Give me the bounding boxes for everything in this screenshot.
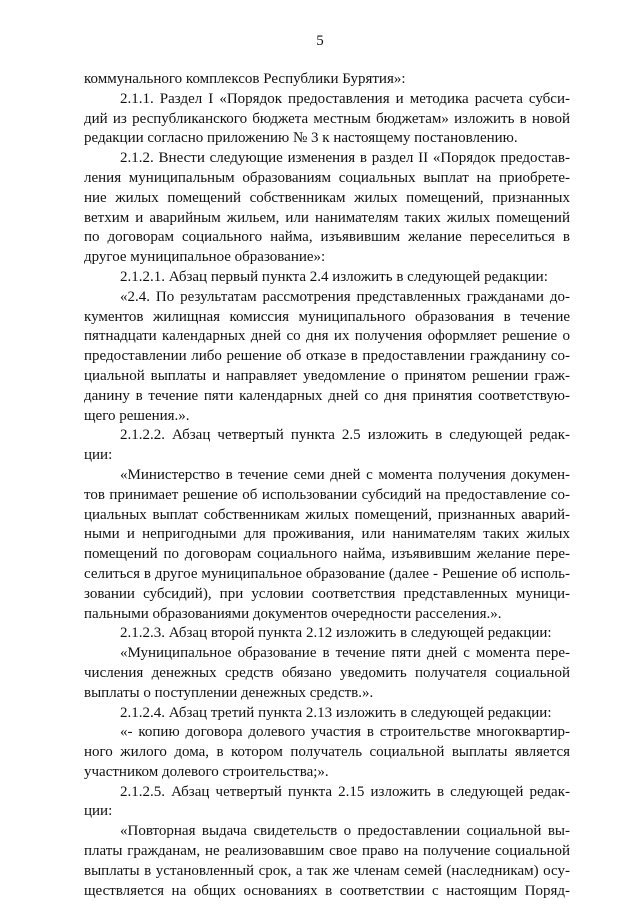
text-line: ции: — [84, 447, 113, 464]
text-line: «Повторная выдача свидетельств о предоставлении социальной вы- — [120, 823, 570, 840]
text-line: 2.1.2.5. Абзац четвертый пункта 2.15 изложить в следующей редак- — [120, 783, 570, 800]
text-line: данину в течение пяти календарных дней со дня принятия соответствую- — [84, 387, 570, 404]
text-line: другое муниципальное образование»: — [84, 249, 326, 266]
text-line: ществляется на общих основаниях в соответствии с настоящим Поряд- — [84, 882, 570, 899]
text-line: ления муниципальным образованиям социальных выплат на приобрете- — [84, 169, 570, 186]
text-line: ными и непригодными для проживания, или нанимателям таких жилых — [84, 526, 570, 543]
text-line: «2.4. По результатам рассмотрения представленных гражданами до- — [120, 288, 570, 305]
text-line: щего решения.». — [84, 407, 190, 424]
text-line: 2.1.1. Раздел I «Порядок предоставления и методика расчета субси- — [120, 90, 570, 107]
text-line: платы гражданам, не реализовавшим свое право на получение социальной — [84, 843, 570, 860]
text-line: числения денежных средств обязано уведомить получателя социальной — [84, 664, 570, 681]
text-line: ветхим и аварийным жильем, или нанимателям таких жилых помещений — [84, 209, 570, 226]
text-line: по договорам социального найма, изъявившим желание переселиться в — [84, 229, 570, 246]
page-number: 5 — [316, 33, 324, 49]
document-body — [84, 70, 570, 901]
text-line: коммунального комплексов Республики Бурятия»: — [84, 71, 406, 87]
text-line: предоставлении либо решение об отказе в предоставлении гражданину со- — [84, 348, 570, 365]
text-line: тов принимает решение об использовании субсидий на предоставление со- — [84, 486, 570, 503]
text-line: циальных выплат собственникам жилых помещений, признанных аварий- — [84, 506, 570, 523]
text-line: «Министерство в течение семи дней с момента получения докумен- — [120, 466, 570, 483]
text-line: циальной выплаты и направляет уведомление о принятом решении граж- — [84, 367, 570, 384]
text-line: 2.1.2.4. Абзац третий пункта 2.13 изложить в следующей редакции: — [120, 704, 552, 721]
text-line: ние жилых помещений собственникам жилых помещений, признанных — [84, 189, 570, 206]
text-line: зовании субсидий), при условии соответствия представленных муници- — [84, 585, 570, 602]
text-line: ции: — [84, 803, 113, 820]
text-line: пятнадцати календарных дней со дня их получения оформляет решение о — [84, 328, 570, 345]
text-line: редакции согласно приложению № 3 к настоящему постановлению. — [84, 130, 518, 147]
text-line: 2.1.2. Внести следующие изменения в раздел II «Порядок предостав- — [120, 150, 570, 167]
text-line: 2.1.2.1. Абзац первый пункта 2.4 изложить в следующей редакции: — [120, 268, 548, 285]
text-line: выплаты в установленный срок, а так же членам семей (наследникам) осу- — [84, 862, 570, 879]
text-line: 2.1.2.3. Абзац второй пункта 2.12 изложить в следующей редакции: — [120, 625, 552, 642]
text-line: участником долевого строительства;». — [84, 763, 329, 780]
text-line: кументов жилищная комиссия муниципального образования в течение — [84, 308, 570, 325]
text-line: «- копию договора долевого участия в строительстве многоквартир- — [120, 724, 570, 741]
text-line: помещений по договорам социального найма, изъявившим желание пере- — [84, 546, 570, 563]
text-line: пальными образованиями документов очередности расселения.». — [84, 605, 502, 622]
text-line: ного жилого дома, в котором получатель социальной выплаты является — [84, 744, 570, 761]
text-line: «Муниципальное образование в течение пяти дней с момента пере- — [120, 645, 570, 662]
text-line: селиться в другое муниципальное образование (далее - Решение об исполь- — [84, 565, 570, 582]
text-line: 2.1.2.2. Абзац четвертый пункта 2.5 изложить в следующей редак- — [120, 427, 570, 444]
text-line: выплаты о поступлении денежных средств.». — [84, 684, 374, 701]
text-line: дий из республиканского бюджета местным бюджетам» изложить в новой — [84, 110, 570, 127]
